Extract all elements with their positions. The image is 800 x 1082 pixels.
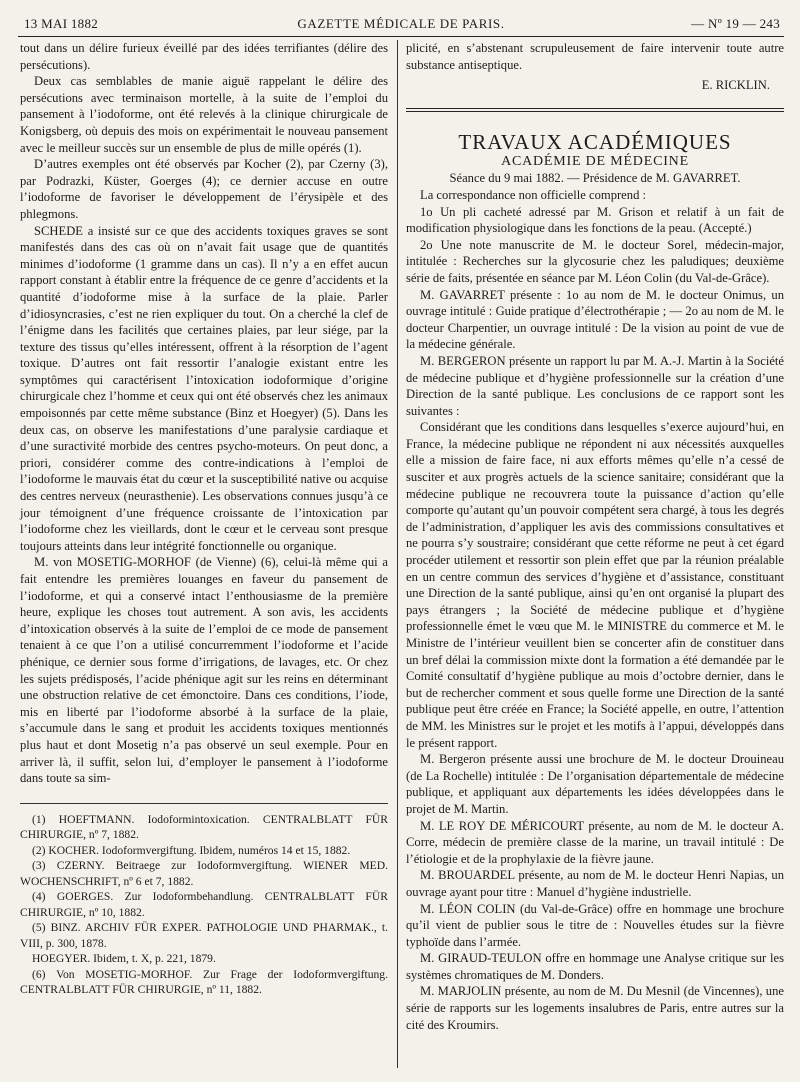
body-paragraph: M. von MOSETIG-MORHOF (de Vienne) (6), celui-là même qui a fait entendre les premières louanges en faveur du pansement de l’iodoforme, et qui a conservé intact l’enthousiasme de la première heure, explique les choses tout autrement. A son avis, les accidents d’intoxication observés à la suite de l’emploi de ce mode de pansement tenaient à ce que l’on a utilisé concurremment l’iodoforme et l’acide phénique, ce dernier sous forme d’irrigations, de lavages, etc. Or chez les sujets prédisposés, l’acide phénique agit sur les reins en déterminant une obstruction relative de cet émonctoire. Dans ces conditions, l’iode, mis en liberté par l’iodoforme absorbé à la surface de la plaie, s’accumule dans le sang et produit les accidents toxiques mentionnés plus haut et dont Mosetig n’a pas observé un seul exemple. Pour en arriver là, il suffit, selon lui, d’employer le pansement à l’iodoforme dans toute sa sim- [20, 555, 388, 786]
body-paragraph: M. GIRAUD-TEULON offre en hommage une Analyse critique sur les systèmes chromatiques de M. Donders. [406, 951, 784, 982]
session-line: Séance du 9 mai 1882. — Présidence de M. GAVARRET. [449, 171, 741, 186]
body-paragraph: M. GAVARRET présente : 1o au nom de M. le docteur Onimus, un ouvrage intitulé : Guide pratique d’électrothérapie ; — 2o au nom de M. le docteur Charpentier, un ouvrage intitulé : De la vision au point de vue de la médecine générale. [406, 287, 784, 352]
footnote: (6) Von MOSETIG-MORHOF. Zur Frage der Iodoformvergiftung. CENTRALBLATT FÜR CHIRURGIE, nº 11, 1882. [20, 967, 388, 997]
page-header [18, 10, 784, 36]
journal-title: GAZETTE MÉDICALE DE PARIS. [297, 16, 505, 31]
right-column [406, 40, 784, 1033]
footnote: HOEGYER. Ibidem, t. X, p. 221, 1879. [32, 952, 216, 966]
body-paragraph: M. Bergeron présente aussi une brochure de M. le docteur Drouineau (de La Rochelle) intitulée : De l’organisation départementale de médecine publique, et appliquant aux départements les idées développées dans le projet de M. Martin. [406, 752, 784, 816]
body-paragraph: Deux cas semblables de manie aiguë rappelant le délire des persécutions avec terminaison mortelle, à la suite de l’emploi du pansement à l’iodoforme, ont été relevés à la clinique chirurgicale de Konigsberg, où depuis des mois on expérimentait le nouveau pansement avec le meilleur succès sur un ensemble de plus de mille opérés (1). [20, 74, 388, 155]
left-column [20, 40, 388, 998]
section-rule [406, 108, 784, 112]
issue-page-number: — Nº 19 — 243 [691, 16, 780, 31]
section-title: TRAVAUX ACADÉMIQUES [458, 129, 732, 154]
footnote: (1) HOEFTMANN. Iodoformintoxication. CENTRALBLATT FÜR CHIRURGIE, nº 7, 1882. [20, 812, 388, 842]
body-paragraph: M. MARJOLIN présente, au nom de M. Du Mesnil (de Vincennes), une série de rapports sur les logements insalubres de Paris, entre autres sur la cité des Kroumirs. [406, 984, 784, 1032]
issue-date: 13 MAI 1882 [24, 16, 99, 31]
footnote-rule [20, 803, 388, 804]
footnote: (2) KOCHER. Iodoformvergiftung. Ibidem, numéros 14 et 15, 1882. [32, 843, 351, 857]
footnote: (3) CZERNY. Beitraege zur Iodoformvergiftung. WIENER MED. WOCHENSCHRIFT, nº 6 et 7, 1882. [20, 859, 388, 888]
column-divider [397, 40, 398, 1068]
body-paragraph: M. BROUARDEL présente, au nom de M. le docteur Henri Napias, un ouvrage ayant pour titre : Manuel d’hygiène industrielle. [406, 868, 784, 899]
body-paragraph: 1o Un pli cacheté adressé par M. Grison et relatif à un fait de modification physiologique dans les fonctions de la peau. (Accepté.) [406, 204, 784, 236]
header-rule [18, 36, 784, 37]
footnote: (5) BINZ. ARCHIV FÜR EXPER. PATHOLOGIE UND PHARMAK., t. VIII, p. 300, 1878. [20, 921, 388, 950]
body-paragraph: M. LE ROY DE MÉRICOURT présente, au nom de M. le docteur A. Corre, médecin de première classe de la marine, un travail intitulé : De l’étiologie et de la prophylaxie de la fièvre jaune. [406, 818, 784, 866]
body-paragraph: D’autres exemples ont été observés par Kocher (2), par Czerny (3), par Podrazki, Küster, Goerges (4); ce dernier accuse en outre l’iodoforme de favoriser le développement de l’érysipèle et des phlegmons. [20, 157, 388, 221]
footnote: (4) GOERGES. Zur Iodoformbehandlung. CENTRALBLATT FÜR CHIRURGIE, nº 10, 1882. [20, 890, 388, 919]
author-signature: E. RICKLIN. [701, 78, 770, 93]
body-paragraph: SCHEDE a insisté sur ce que des accidents toxiques graves se sont manifestés dans des cas où on n’avait fait usage que de quantités minimes d’iodoforme (1 gramme dans un cas). Il n’y a en effet aucun rapport constant à établir entre la fréquence de ce genre d’accidents et la quantité d’iodoforme mise à la surface de la plaie. Parler d’idiosyncrasies, c’est ne rien expliquer du tout. On a cherché la clef de l’énigme dans les facilités que certaines plaies, par leur siége, par la texture des tissus qu’elles intéressent, offrent à la résorption de l’agent toxique. D’autres ont fait ressortir l’analogie existant entre les symptômes qui caractérisent l’intoxication iodoformique d’origine chirurgicale chez l’homme et ceux qui ont été observés chez les animaux empoisonnés par cette même substance (Binz et Hoegyer) (5). Dans les deux cas, on observe les manifestations d’une paralysie cardiaque et d’une suractivité morbide des centres psycho-moteurs. On peut donc, a priori, considérer comme des contre-indications à l’emploi de l’iodoforme le mauvais état du cœur et la susceptibilité native ou acquise des centres nerveux (neurasthenie). Les observations connues jusqu’à ce jour témoignent d’une fréquence croissante de l’intoxication par l’iodoforme chez les vieillards, dont le cœur et le cerveau sont presque toujours atteints dans leur intégrité fonctionnelle ou organique. [20, 223, 388, 553]
continuation-paragraph: plicité, en s’abstenant scrupuleusement de faire intervenir toute autre substance antiseptique. [406, 41, 784, 72]
body-paragraph: tout dans un délire furieux éveillé par des idées terrifiantes (délire des persécutions). [20, 41, 388, 72]
body-paragraph: M. LÉON COLIN (du Val-de-Grâce) offre en hommage une brochure qu’il vient de publier sous le titre de : Nouvelles études sur la fièvre typhoïde dans l’armée. [406, 901, 784, 949]
body-paragraph: La correspondance non officielle comprend : [420, 187, 647, 202]
footnotes [20, 812, 388, 998]
body-paragraph: 2o Une note manuscrite de M. le docteur Sorel, médecin-major, intitulée : Recherches sur la glycosurie chez les paludiques; deuxième série de faits, présentée en séance par M. Léon Colin (du Val-de-Grâce). [406, 237, 784, 285]
body-paragraph: Considérant que les conditions dans lesquelles s’exerce aujourd’hui, en France, la médecine publique ne répondent ni aux nécessités auxquelles elle a mission de faire face, ni aux efforts mêmes qu’elle n’a cessé de susciter et aux progrès actuels de la science sanitaire; considérant que la médecine publique ne recouvrera toute la puissance d’action qu’elle comporte qu’autant qu’un pouvoir compétent sera chargé, à tous les degrés de l’administration, d’appliquer les avis des commissions consultatives et ne pourra s’y soustraire; considérant que cette réforme ne peut à cet égard procéder utilement et ressortir son plein effet que par la réunion préalable en un centre commun des services d’hygiène et d’assistance, constituant une Direction de la santé publique, ainsi qu’en ont organisé la plupart des pays étrangers ; la Société de médecine publique et d’hygiène professionnelle émet le vœu que M. le MINISTRE du commerce et M. le Ministre de l’intérieur veuillent bien se concerter afin de constituer dans un bref délai la commission mixte dont la formation a été demandée par le Comité consultatif d’hygiène publique au mois d’octobre dernier, dans le but de rechercher comment et sous quelle forme une Direction de la santé publique peut être créée en France; la Société appelle, en outre, l’attention de MM. les Ministres sur le projet et les motifs à l’appui, développés dans le présent rapport. [406, 420, 784, 750]
body-paragraph: M. BERGERON présente un rapport lu par M. A.-J. Martin à la Société de médecine publique et d’hygiène professionnelle sur la création d’une Direction de la santé publique. Les conclusions de ce rapport sont les suivantes : [406, 353, 784, 418]
section-subtitle: ACADÉMIE DE MÉDECINE [501, 153, 689, 169]
